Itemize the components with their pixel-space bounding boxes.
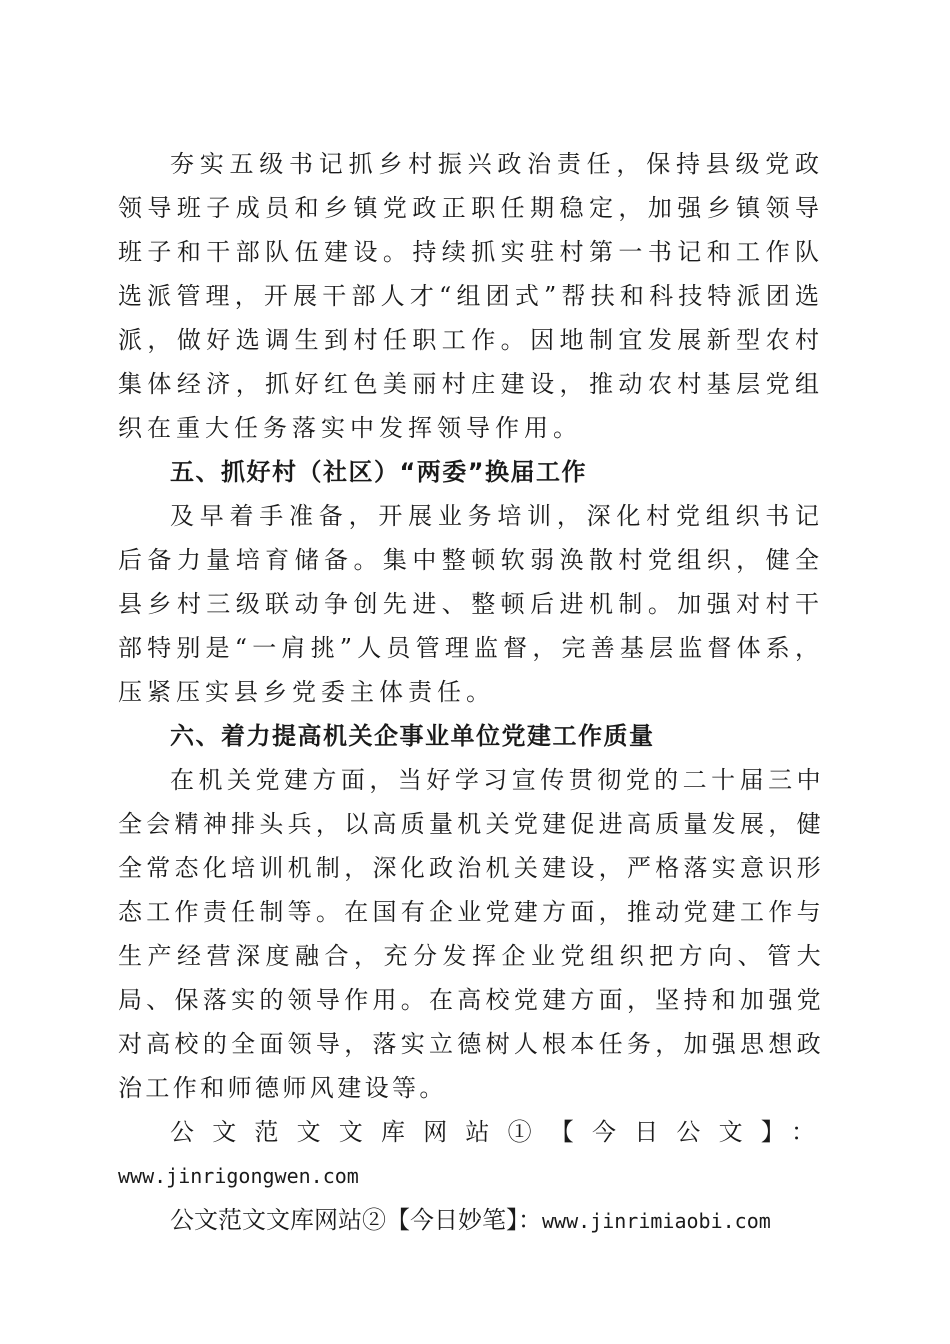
body-paragraph: 在机关党建方面，当好学习宣传贯彻党的二十届三中全会精神排头兵，以高质量机关党建促进高质量发展，健全常态化培训机制，深化政治机关建设，严格落实意识形态工作责任制等。在国有企业党建方面，推动党建工作与生产经营深度融合，充分发挥企业党组织把方向、管大局、保落实的领导作用。在高校党建方面，坚持和加强党对高校的全面领导，落实立德树人根本任务，加强思想政治工作和师德师风建设等。	[118, 766, 824, 1102]
section-heading: 六、着力提高机关企事业单位党建工作质量	[170, 722, 655, 750]
footer-link-url[interactable]: www.jinrigongwen.com	[118, 1164, 359, 1188]
document-page	[118, 142, 824, 1243]
body-paragraph: 夯实五级书记抓乡村振兴政治责任，保持县级党政领导班子成员和乡镇党政正职任期稳定，加强乡镇领导班子和干部队伍建设。持续抓实驻村第一书记和工作队选派管理，开展干部人才“组团式”帮扶和科技特派团选派，做好选调生到村任职工作。因地制宜发展新型农村集体经济，抓好红色美丽村庄建设，推动农村基层党组织在重大任务落实中发挥领导作用。	[118, 150, 824, 442]
footer-link-line	[118, 1198, 824, 1243]
footer-link-label: 公文范文文库网站①【今日公文】：	[170, 1118, 824, 1146]
footer-link-label: 公文范文文库网站②【今日妙笔】：	[170, 1206, 542, 1234]
footer-link-url[interactable]: www.jinrimiaobi.com	[542, 1209, 771, 1233]
body-paragraph: 及早着手准备，开展业务培训，深化村党组织书记后备力量培育储备。集中整顿软弱涣散村党组织，健全县乡村三级联动争创先进、整顿后进机制。加强对村干部特别是“一肩挑”人员管理监督，完善基层监督体系，压紧压实县乡党委主体责任。	[118, 502, 824, 706]
section-heading: 五、抓好村（社区）“两委”换届工作	[170, 458, 588, 486]
